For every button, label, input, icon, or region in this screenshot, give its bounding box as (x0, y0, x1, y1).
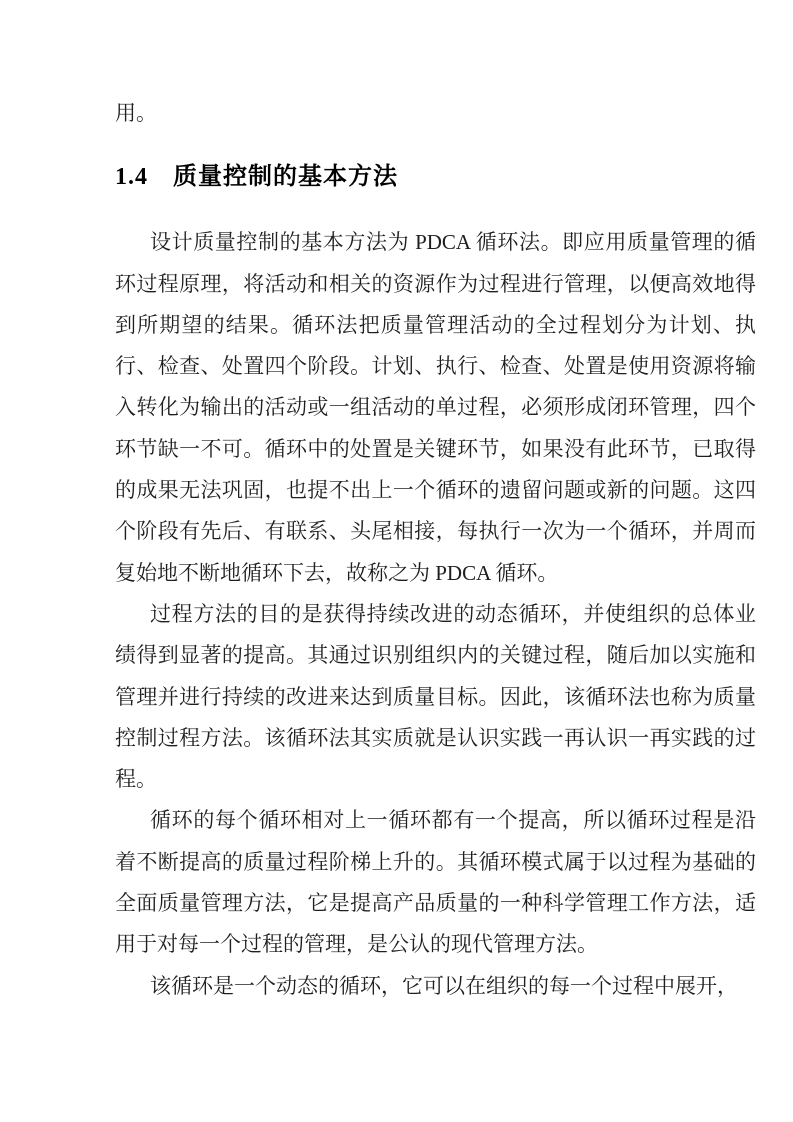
body-paragraph-4: 该循环是一个动态的循环，它可以在组织的每一个过程中展开， (150, 973, 738, 998)
body-paragraph-1: 设计质量控制的基本方法为 PDCA 循环法。即应用质量管理的循环过程原理，将活动和相关的资源作为过程进行管理，以便高效地得到所期望的结果。循环法把质量管理活动的全过程划分为计划、执行、检查、处置四个阶段。计划、执行、检查、处置是使用资源将输入转化为输出的活动或一组活动的单过程，必须形成闭环管理，四个环节缺一不可。循环中的处置是关键环节，如果没有此环节，已取得的成果无法巩固，也提不出上一个循环的遗留问题或新的问题。这四个阶段有先后、有联系、头尾相接，每执行一次为一个循环，并周而复始地不断地循环下去，故称之为 PDCA 循环。 (115, 230, 756, 585)
section-heading (115, 161, 756, 193)
body-paragraph-3: 循环的每个循环相对上一循环都有一个提高，所以循环过程是沿着不断提高的质量过程阶梯上升的。其循环模式属于以过程为基础的全面质量管理方法，它是提高产品质量的一种科学管理工作方法，适用于对每一个过程的管理，是公认的现代管理方法。 (115, 808, 756, 957)
page-content (0, 93, 793, 1007)
section-title: 质量控制的基本方法 (173, 163, 398, 191)
body-paragraph-2: 过程方法的目的是获得持续改进的动态循环，并使组织的总体业绩得到显著的提高。其通过识别组织内的关键过程，随后加以实施和管理并进行持续的改进来达到质量目标。因此，该循环法也称为质量控制过程方法。该循环法其实质就是认识实践一再认识一再实践的过程。 (115, 601, 756, 792)
section-number: 1.4 (115, 164, 148, 191)
continuation-paragraph: 用。 (115, 101, 157, 125)
